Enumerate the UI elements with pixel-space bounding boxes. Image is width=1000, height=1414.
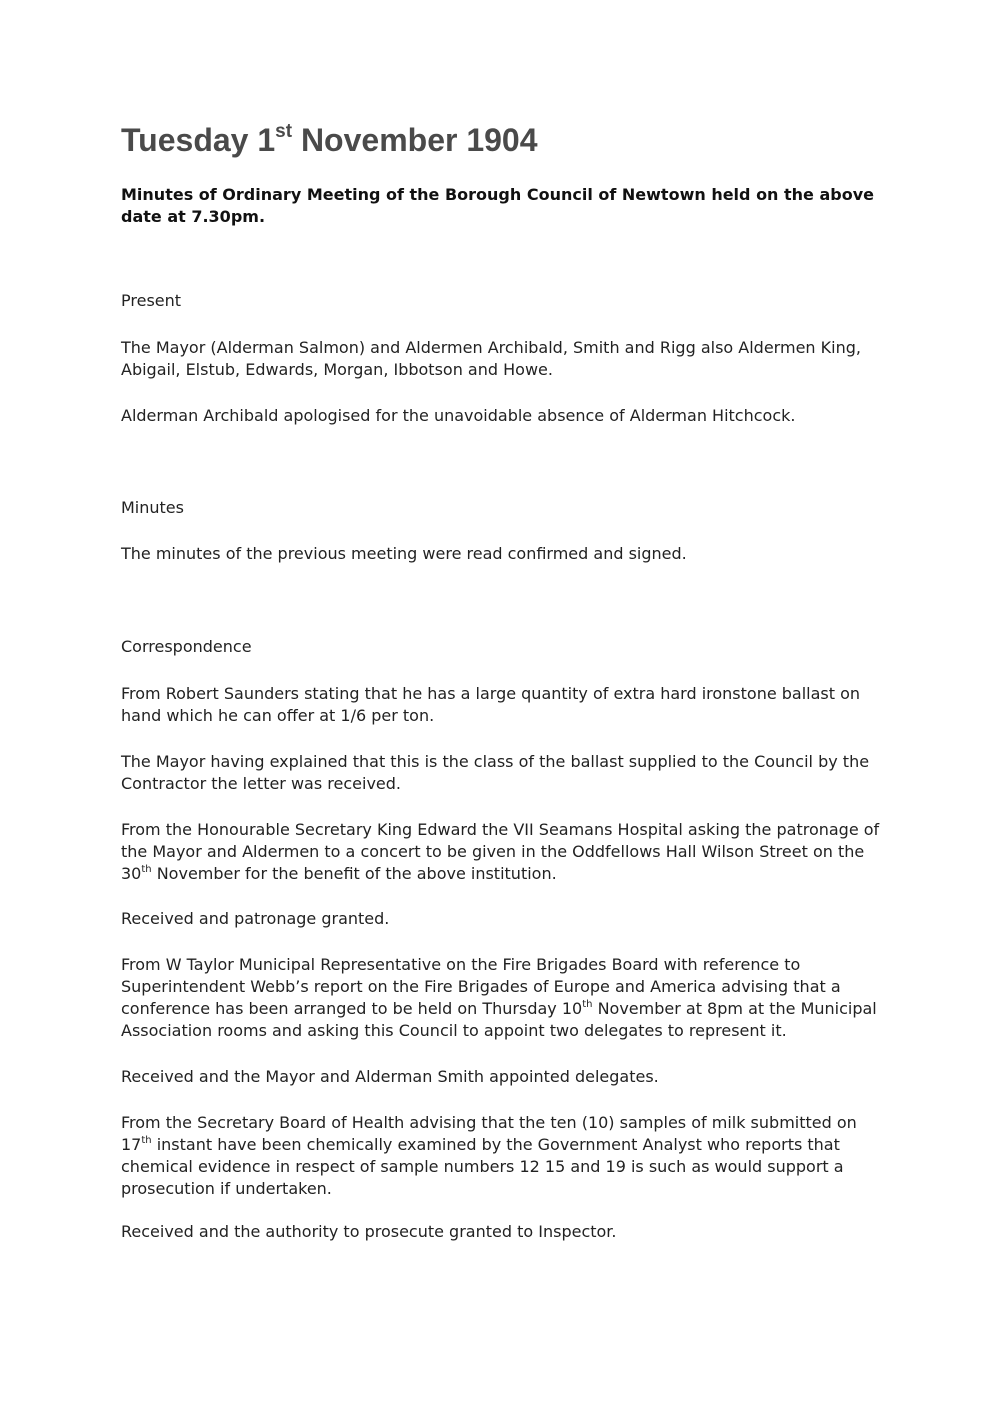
hospital-text-rest: November for the benefit of the above institution. (151, 864, 557, 883)
taylor-paragraph (121, 954, 881, 1042)
section-heading-minutes: Minutes (121, 498, 184, 517)
taylor-ordinal-suffix: th (582, 998, 593, 1010)
title-text: Tuesday 1 (121, 122, 276, 158)
title-text-rest: November 1904 (292, 122, 538, 158)
patronage-paragraph: Received and patronage granted. (121, 909, 390, 928)
health-text: From the Secretary Board of Health advising that the ten (10) samples of milk submitted on 17 (121, 1113, 857, 1154)
delegates-paragraph: Received and the Mayor and Alderman Smith appointed delegates. (121, 1067, 659, 1086)
health-ordinal-suffix: th (141, 1134, 152, 1146)
meeting-subtitle: Minutes of Ordinary Meeting of the Borough Council of Newtown held on the above date at 7.30pm. (121, 185, 874, 226)
saunders-paragraph: From Robert Saunders stating that he has a large quantity of extra hard ironstone ballast on hand which he can offer at 1/6 per ton. (121, 684, 861, 725)
mayor-explanation-paragraph: The Mayor having explained that this is the class of the ballast supplied to the Council by the Contractor the letter was received. (121, 752, 870, 793)
hospital-text: From the Honourable Secretary King Edward the VII Seamans Hospital asking the patronage of the Mayor and Aldermen to a concert to be given in the Oddfellows Hall Wilson Street on the 30 (121, 820, 880, 883)
apology-paragraph: Alderman Archibald apologised for the unavoidable absence of Alderman Hitchcock. (121, 406, 796, 425)
title-ordinal-suffix: st (275, 121, 293, 143)
page-title (121, 121, 538, 159)
health-paragraph (121, 1112, 881, 1200)
taylor-text-rest: November at 8pm at the Municipal Association rooms and asking this Council to appoint two delegates to represent it. (121, 999, 877, 1040)
hospital-ordinal-suffix: th (141, 863, 152, 875)
minutes-paragraph: The minutes of the previous meeting were read confirmed and signed. (121, 544, 687, 563)
section-heading-correspondence: Correspondence (121, 637, 252, 656)
hospital-paragraph (121, 819, 881, 885)
taylor-text: From W Taylor Municipal Representative on the Fire Brigades Board with reference to Superintendent Webb’s report on the Fire Brigades of Europe and America advising that a conference has been arranged to be held on Thursday 10 (121, 955, 841, 1018)
health-text-rest: instant have been chemically examined by the Government Analyst who reports that chemical evidence in respect of sample numbers 12 15 and 19 is such as would support a prosecution if undertaken. (121, 1135, 844, 1198)
attendees-paragraph: The Mayor (Alderman Salmon) and Aldermen Archibald, Smith and Rigg also Aldermen King, Abigail, Elstub, Edwards, Morgan, Ibbotson and Howe. (121, 338, 861, 379)
prosecute-paragraph: Received and the authority to prosecute granted to Inspector. (121, 1222, 617, 1241)
section-heading-present: Present (121, 291, 182, 310)
